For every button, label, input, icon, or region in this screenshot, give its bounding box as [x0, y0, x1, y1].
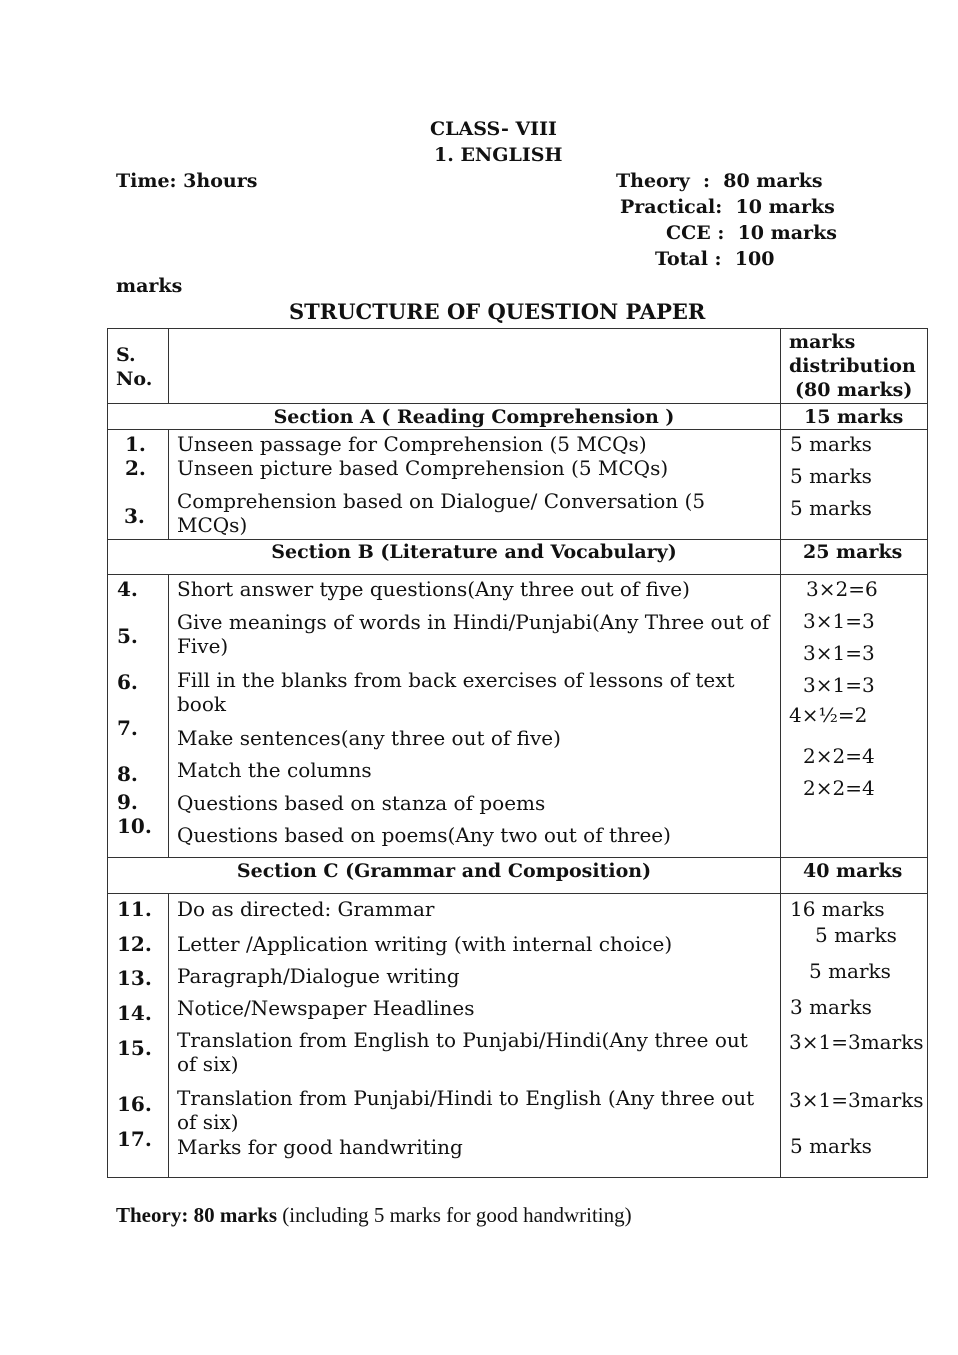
row-description: Translation from Punjabi/Hindi to English (Any three out of six) [177, 1086, 755, 1134]
row-description: Marks for good handwriting [177, 1135, 463, 1159]
section-a-title: Section A ( Reading Comprehension ) [273, 406, 675, 428]
row-number: 3. [124, 504, 145, 528]
row-marks: 4×½=2 [789, 703, 868, 727]
row-description: Make sentences(any three out of five) [177, 726, 561, 750]
footer-theory-detail: (including 5 marks for good handwriting) [277, 1203, 632, 1227]
row-number: 8. [117, 762, 138, 786]
row-description: Questions based on poems(Any two out of three) [177, 823, 671, 847]
total-marks: Total : 100 [655, 248, 775, 270]
section-c-marks: 40 marks [803, 860, 903, 882]
row-marks: 3 marks [790, 995, 872, 1019]
row-number: 17. [117, 1127, 152, 1151]
row-marks: 16 marks [790, 897, 885, 921]
row-marks: 5 marks [809, 959, 891, 983]
footer-note [116, 1203, 632, 1228]
row-number: 14. [117, 1001, 152, 1025]
total-marks-wrap: marks [116, 275, 183, 297]
row-marks: 5 marks [790, 1134, 872, 1158]
row-number: 12. [117, 932, 152, 956]
row-number: 15. [117, 1036, 152, 1060]
row-description: Give meanings of words in Hindi/Punjabi(Any Three out of Five) [177, 610, 770, 658]
row-number: 1. [125, 432, 146, 456]
row-number: 4. [117, 577, 138, 601]
section-b-marks: 25 marks [803, 541, 903, 563]
col-sno-header: S. No. [116, 344, 153, 390]
row-marks: 5 marks [815, 923, 897, 947]
time-label: Time: 3hours [116, 170, 258, 192]
row-marks: 5 marks [790, 496, 872, 520]
row-number: 6. [117, 670, 138, 694]
row-marks: 2×2=4 [803, 744, 875, 768]
row-description: Do as directed: Grammar [177, 897, 435, 921]
col-marks-header: marks distribution (80 marks) [789, 331, 916, 401]
row-description: Unseen picture based Comprehension (5 MCQs) [177, 456, 669, 480]
row-marks: 3×1=3 [803, 609, 875, 633]
row-number: 9. [117, 790, 138, 814]
row-description: Unseen passage for Comprehension (5 MCQs) [177, 432, 647, 456]
practical-marks: Practical: 10 marks [620, 196, 835, 218]
row-number: 11. [117, 897, 152, 921]
row-number: 7. [117, 716, 138, 740]
subject-heading: 1. ENGLISH [434, 144, 563, 166]
row-number: 13. [117, 966, 152, 990]
section-b-title: Section B (Literature and Vocabulary) [271, 541, 677, 563]
row-marks: 3×1=3marks [789, 1030, 924, 1054]
row-marks: 3×1=3 [803, 673, 875, 697]
row-marks: 3×1=3marks [789, 1088, 924, 1112]
row-description: Comprehension based on Dialogue/ Conversation (5 MCQs) [177, 489, 706, 537]
row-number: 5. [117, 624, 138, 648]
footer-theory-label: Theory: 80 marks [116, 1203, 277, 1227]
row-marks: 3×2=6 [806, 577, 878, 601]
section-a-marks: 15 marks [804, 406, 904, 428]
row-marks: 2×2=4 [803, 776, 875, 800]
row-marks: 5 marks [790, 464, 872, 488]
row-description: Match the columns [177, 758, 372, 782]
row-description: Questions based on stanza of poems [177, 791, 546, 815]
row-description: Notice/Newspaper Headlines [177, 996, 475, 1020]
row-number: 16. [117, 1092, 152, 1116]
class-heading: CLASS- VIII [430, 118, 557, 140]
row-number: 2. [125, 456, 146, 480]
row-description: Short answer type questions(Any three out of five) [177, 577, 690, 601]
row-number: 10. [117, 814, 152, 838]
row-description: Translation from English to Punjabi/Hindi(Any three out of six) [177, 1028, 748, 1076]
row-description: Letter /Application writing (with internal choice) [177, 932, 673, 956]
row-marks: 5 marks [790, 432, 872, 456]
structure-title: STRUCTURE OF QUESTION PAPER [289, 299, 706, 324]
theory-marks: Theory : 80 marks [616, 170, 823, 192]
cce-marks: CCE : 10 marks [666, 222, 837, 244]
row-description: Fill in the blanks from back exercises of lessons of text book [177, 668, 735, 716]
row-marks: 3×1=3 [803, 641, 875, 665]
row-description: Paragraph/Dialogue writing [177, 964, 460, 988]
section-c-title: Section C (Grammar and Composition) [236, 860, 652, 882]
